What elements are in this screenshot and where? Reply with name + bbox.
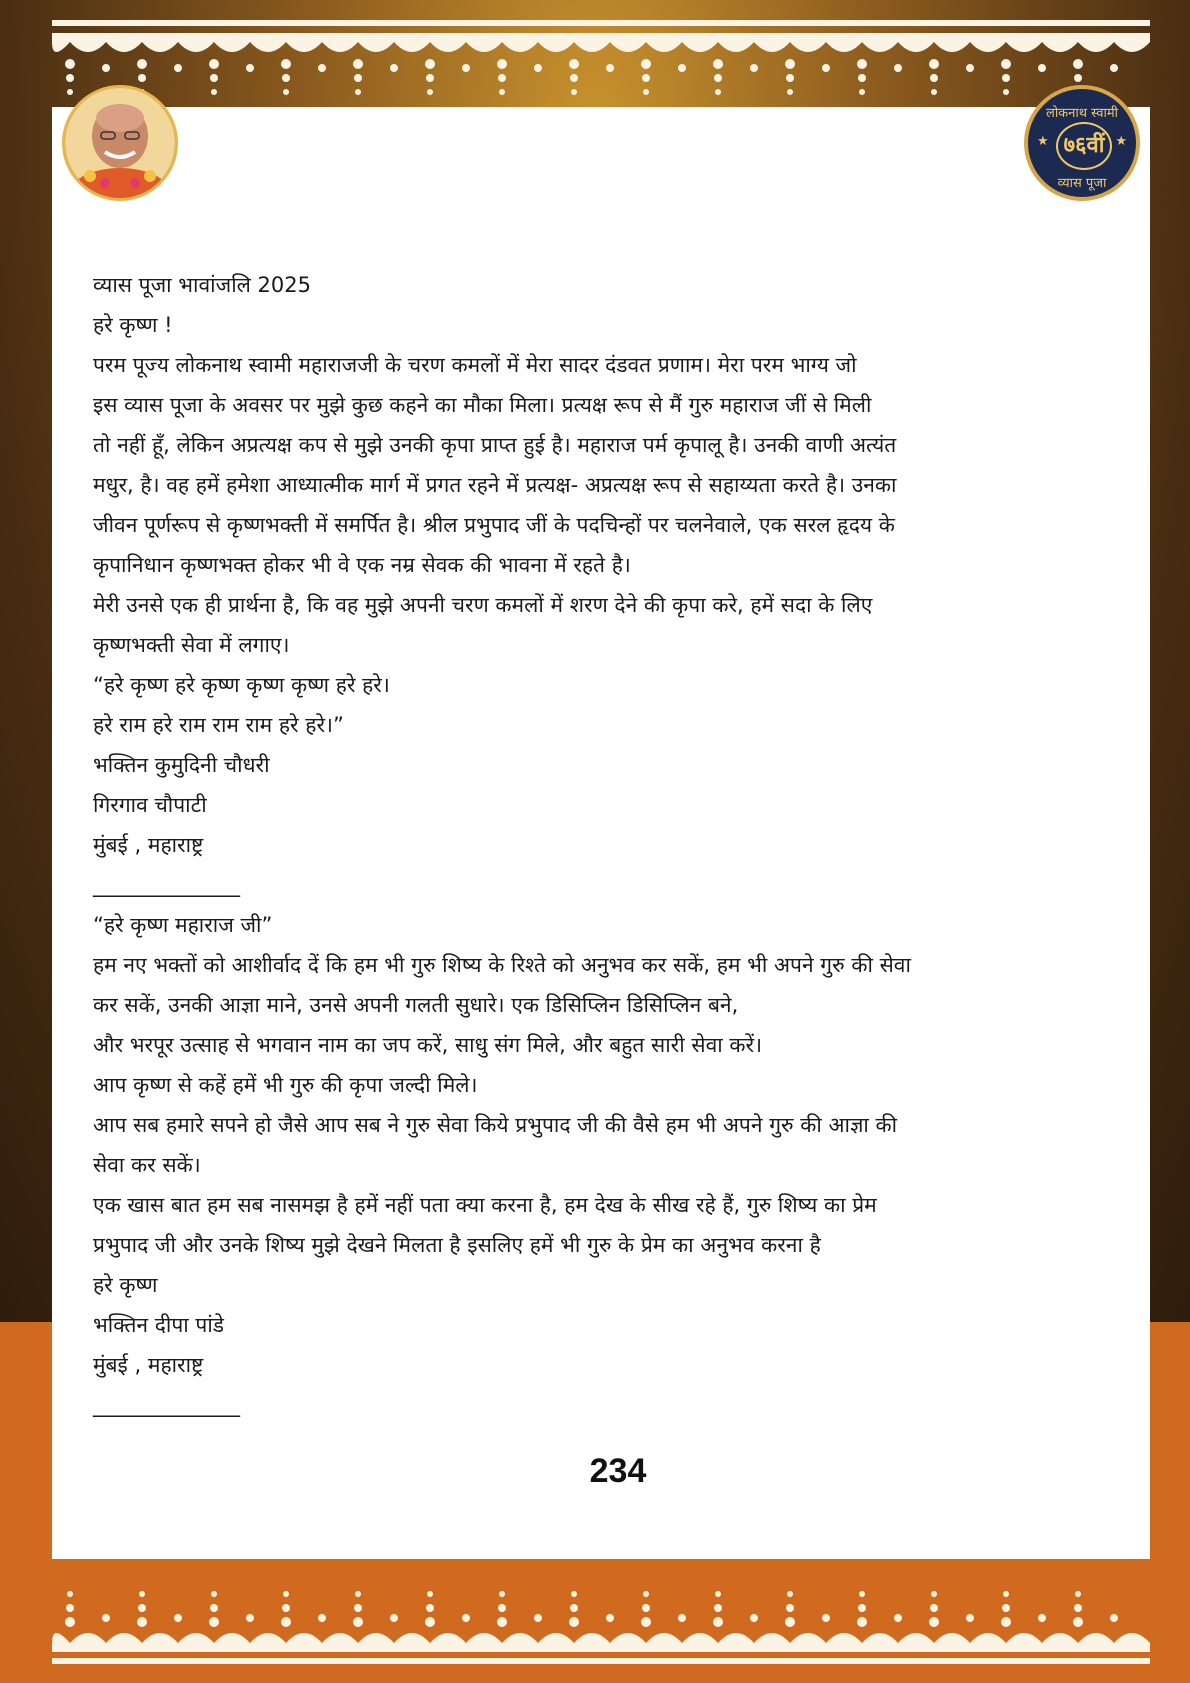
- bottom-dot-pattern: [52, 1584, 1150, 1628]
- star-icon: ★: [1115, 134, 1127, 149]
- top-border-line: [52, 20, 1150, 26]
- letter1-line: इस व्यास पूजा के अवसर पर मुझे कुछ कहने का मौका मिला। प्रत्यक्ष रूप से मैं गुरु महाराज जीं से मिली: [93, 393, 872, 417]
- letter1-line: “हरे कृष्ण हरे कृष्ण कृष्ण कृष्ण हरे हरे।: [93, 673, 390, 697]
- page-number: 234: [589, 1452, 647, 1490]
- badge-top-text: लोकनाथ स्वामी: [1046, 106, 1118, 121]
- star-icon: ★: [1037, 134, 1049, 149]
- letters-body: [93, 265, 1103, 1425]
- letter2-line: एक खास बात हम सब नासमझ है हमें नहीं पता क्या करना है, हम देख के सीख रहे हैं, गुरु शिष्य का प्रेम: [93, 1193, 877, 1217]
- letter2-city: मुंबई , महाराष्ट्र: [93, 1353, 204, 1377]
- badge-bottom-text: व्यास पूजा: [1057, 176, 1107, 191]
- portrait-illustration: [65, 88, 175, 198]
- letter1-signature: भक्तिन कुमुदिनी चौधरी: [93, 753, 270, 777]
- guru-photo-avatar: [62, 85, 178, 201]
- top-scallop-border: [52, 36, 1150, 58]
- badge-number: ७६वीं: [1056, 122, 1112, 170]
- letter1-city: मुंबई , महाराष्ट्र: [93, 833, 204, 857]
- letter1-greeting: हरे कृष्ण !: [93, 313, 173, 337]
- letter1-line: मेरी उनसे एक ही प्रार्थना है, कि वह मुझे अपनी चरण कमलों में शरण देने की कृपा करे, हमें सदा के लिए: [93, 593, 873, 617]
- bottom-border-line-thin: [52, 1649, 1150, 1652]
- letter2-line: आप सब हमारे सपने हो जैसे आप सब ने गुरु सेवा किये प्रभुपाद जी की वैसे हम भी अपने गुरु की आज्ञा की: [93, 1113, 898, 1137]
- letter1-line: परम पूज्य लोकनाथ स्वामी महाराजजी के चरण कमलों में मेरा सादर दंडवत प्रणाम। मेरा परम भाग्य जो: [93, 353, 857, 377]
- letter1-line: कृपानिधान कृष्णभक्त होकर भी वे एक नम्र सेवक की भावना में रहते है।: [93, 553, 631, 577]
- letter1-line: मधुर, है। वह हमें हमेशा आध्यात्मीक मार्ग में प्रगत रहने में प्रत्यक्ष- अप्रत्यक्ष रूप से सहाय्यता करते है। उनका: [93, 473, 897, 497]
- letter2-line: प्रभुपाद जी और उनके शिष्य मुझे देखने मिलता है इसलिए हमें भी गुरु के प्रेम का अनुभव करना है: [93, 1233, 821, 1257]
- letter1-line: तो नहीं हूँ, लेकिन अप्रत्यक्ष कप से मुझे उनकी कृपा प्राप्त हुई है। महाराज पर्म कृपालू है। उनकी वाणी अत्यंत: [93, 433, 897, 457]
- letter2-line: और भरपूर उत्साह से भगवान नाम का जप करें, साधु संग मिले, और बहुत सारी सेवा करें।: [93, 1033, 763, 1057]
- letter2-line: हरे कृष्ण: [93, 1273, 158, 1297]
- top-dot-pattern: [52, 58, 1150, 102]
- letter1-line: जीवन पूर्णरूप से कृष्णभक्ती में समर्पित है। श्रील प्रभुपाद जीं के पदचिन्हों पर चलनेवाले, एक सरल हृदय के: [93, 513, 895, 537]
- letter1-title: व्यास पूजा भावांजलि 2025: [93, 273, 311, 297]
- letter1-line: हरे राम हरे राम राम राम हरे हरे।”: [93, 713, 344, 737]
- letter1-divider: ______________: [93, 873, 240, 897]
- letter2-divider: ______________: [93, 1393, 240, 1417]
- letter2-line: कर सकें, उनकी आज्ञा माने, उनसे अपनी गलती सुधारे। एक डिसिप्लिन डिसिप्लिन बने,: [93, 993, 739, 1017]
- letter2-signature: भक्तिन दीपा पांडे: [93, 1313, 224, 1337]
- letter2-line: हम नए भक्तों को आशीर्वाद दें कि हम भी गुरु शिष्य के रिश्ते को अनुभव कर सकें, हम भी अपने गुरु की सेवा: [93, 953, 911, 977]
- bottom-border-line: [52, 1658, 1150, 1664]
- anniversary-badge: [1024, 85, 1140, 201]
- letter1-place: गिरगाव चौपाटी: [93, 793, 207, 817]
- letter1-line: कृष्णभक्ती सेवा में लगाए।: [93, 633, 290, 657]
- letter2-line: सेवा कर सकें।: [93, 1153, 201, 1177]
- bottom-scallop-border: [52, 1627, 1150, 1649]
- letter2-line: आप कृष्ण से कहें हमें भी गुरु की कृपा जल्दी मिले।: [93, 1073, 478, 1097]
- letter2-title: “हरे कृष्ण महाराज जी”: [93, 913, 273, 937]
